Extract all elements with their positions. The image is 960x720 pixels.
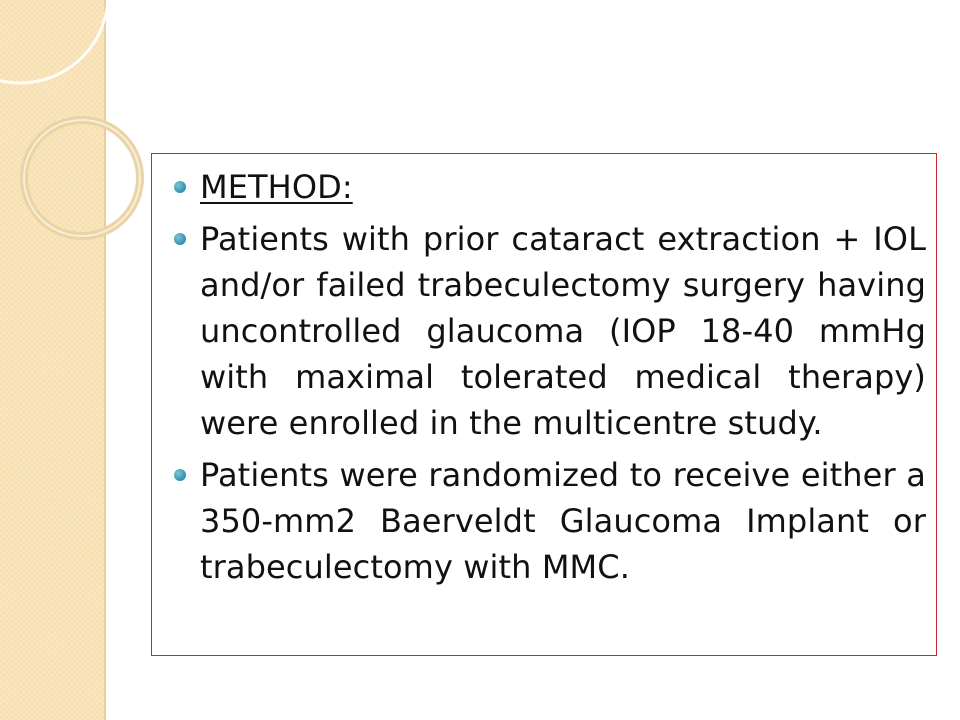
content-box — [151, 153, 937, 656]
bullet-heading — [152, 164, 926, 210]
bullet-item — [152, 452, 926, 590]
bullet-dot-icon — [174, 233, 186, 245]
method-heading: METHOD: — [200, 168, 353, 206]
bullet-dot-icon — [174, 181, 186, 193]
bullet-text: Patients were randomized to receive either a 350-mm2 Baerveldt Glaucoma Implant or trabeculectomy with MMC. — [200, 456, 926, 586]
bullet-text: Patients with prior cataract extraction + IOL and/or failed trabeculectomy surgery having uncontrolled glaucoma (IOP 18-40 mmHg with maximal tolerated medical therapy) were enrolled in the multicentre study. — [200, 220, 926, 442]
bullet-list — [152, 164, 926, 596]
bullet-item — [152, 216, 926, 446]
bullet-dot-icon — [174, 469, 186, 481]
